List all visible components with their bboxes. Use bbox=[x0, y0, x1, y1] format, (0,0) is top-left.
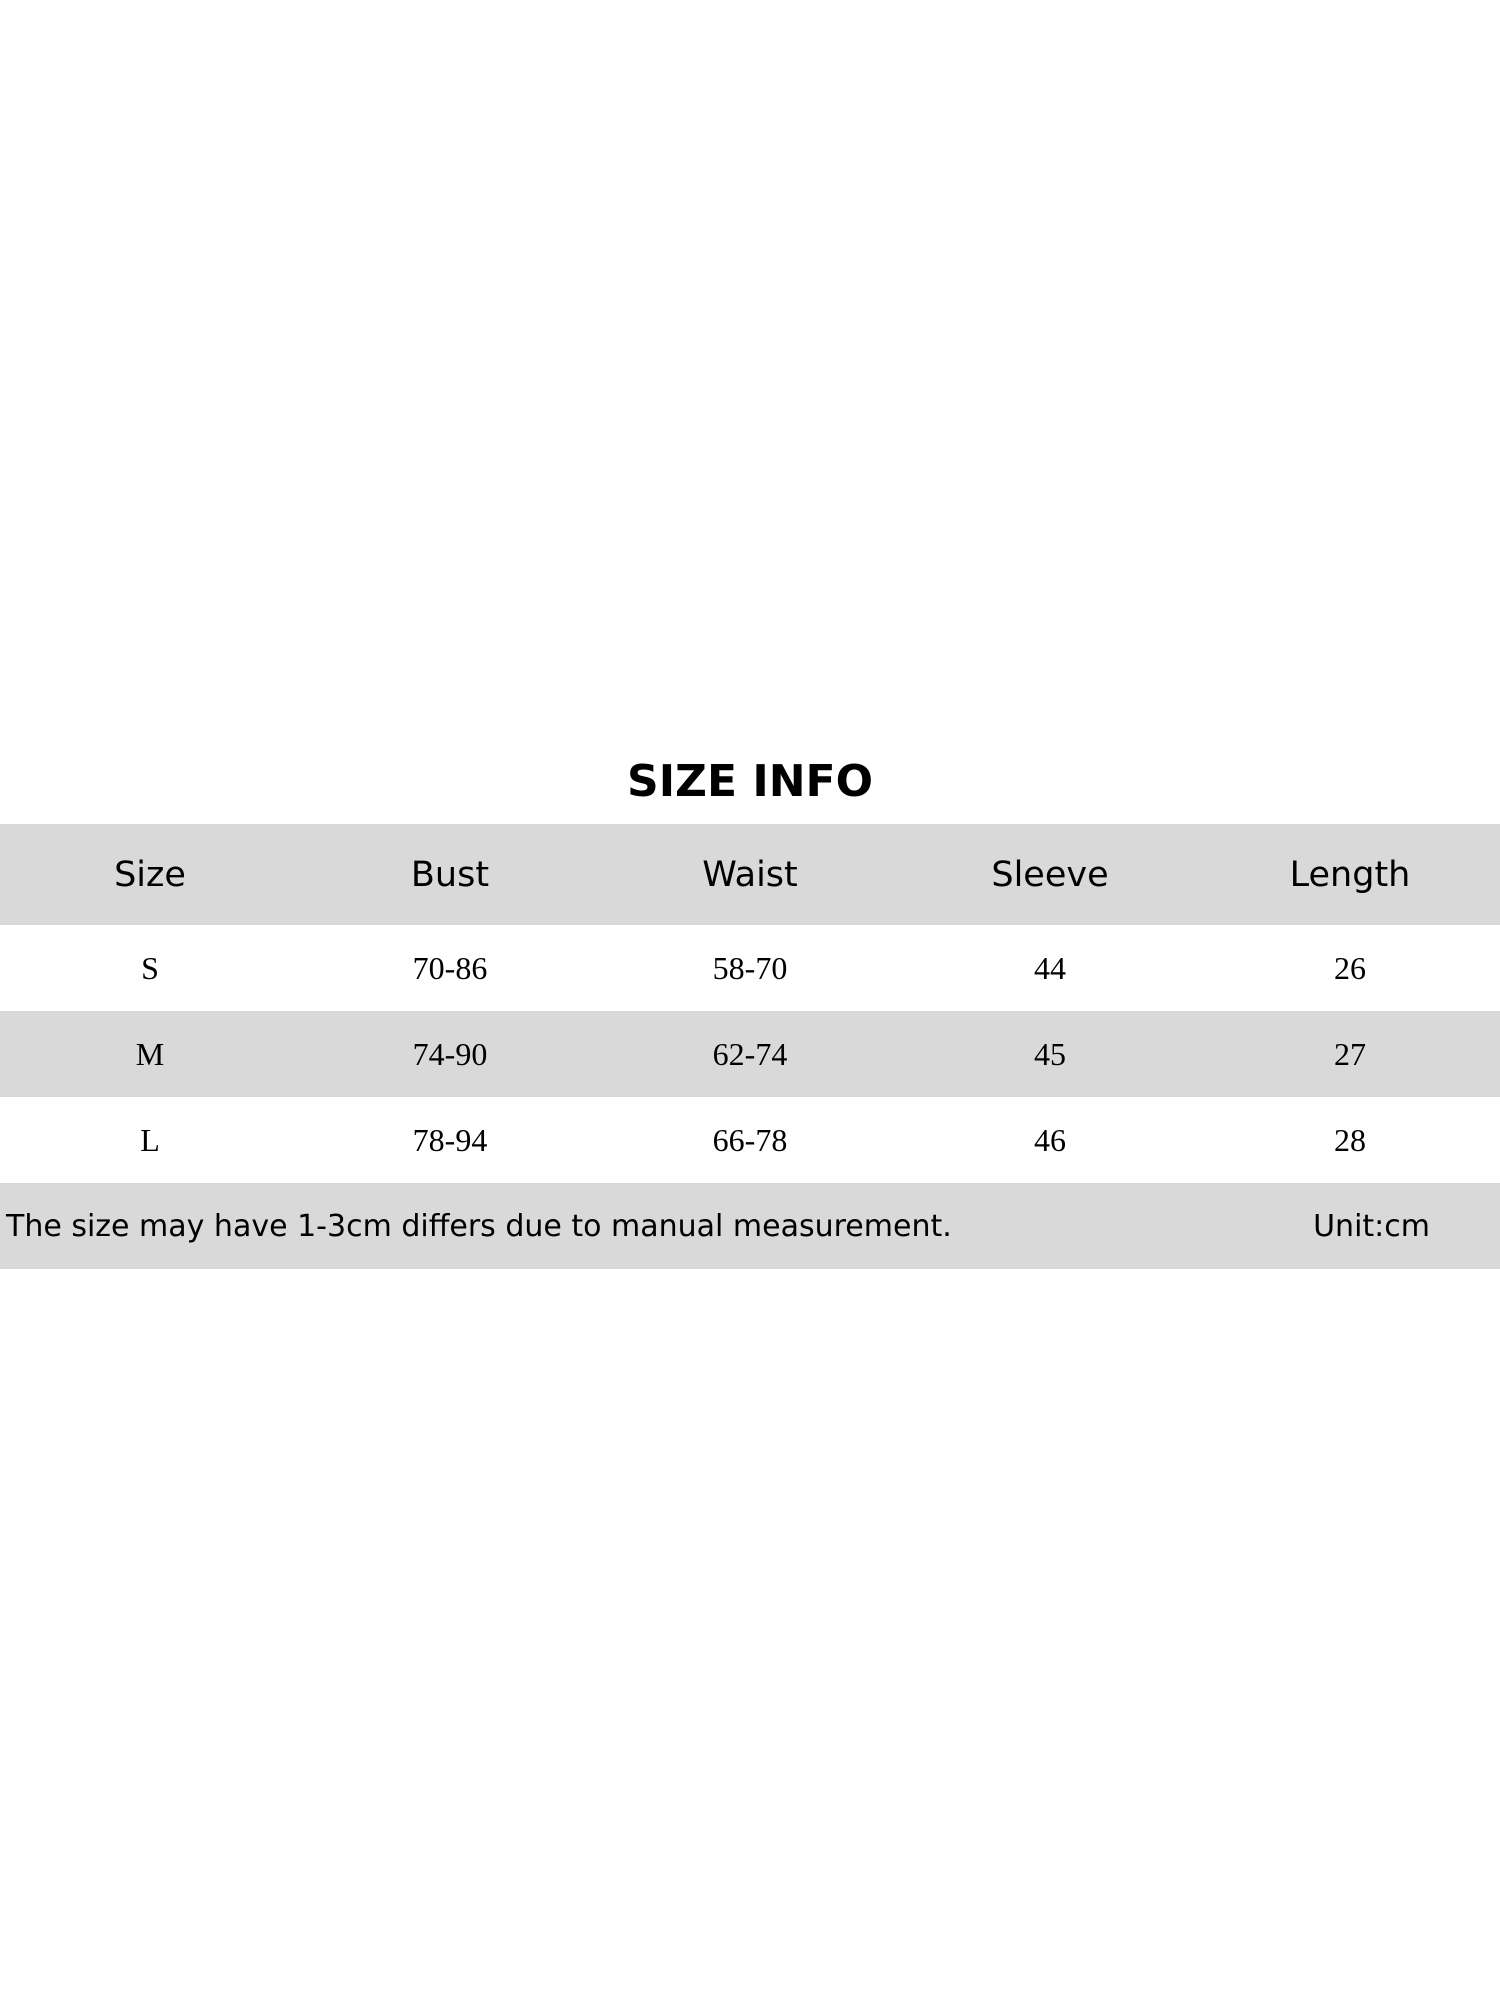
header-size: Size bbox=[114, 854, 186, 895]
cell-size: M bbox=[135, 1035, 165, 1072]
cell-size: S bbox=[141, 949, 159, 986]
cell-waist: 58-70 bbox=[712, 949, 788, 986]
table-row bbox=[0, 1011, 1500, 1097]
footer-row bbox=[0, 1183, 1500, 1269]
cell-bust: 74-90 bbox=[412, 1035, 488, 1072]
cell-waist: 62-74 bbox=[712, 1035, 788, 1072]
cell-length: 27 bbox=[1334, 1035, 1366, 1072]
cell-sleeve: 46 bbox=[1034, 1121, 1066, 1158]
cell-sleeve: 45 bbox=[1034, 1035, 1066, 1072]
cell-length: 26 bbox=[1334, 949, 1366, 986]
table-row bbox=[0, 925, 1500, 1011]
table-row bbox=[0, 1097, 1500, 1183]
cell-bust: 70-86 bbox=[412, 949, 488, 986]
size-chart bbox=[0, 740, 1500, 1269]
chart-title: SIZE INFO bbox=[627, 756, 873, 807]
cell-sleeve: 44 bbox=[1034, 949, 1066, 986]
cell-waist: 66-78 bbox=[712, 1121, 788, 1158]
header-sleeve: Sleeve bbox=[991, 854, 1109, 895]
cell-length: 28 bbox=[1334, 1121, 1366, 1158]
cell-size: L bbox=[140, 1121, 160, 1158]
table-header-row bbox=[0, 824, 1500, 925]
header-bust: Bust bbox=[410, 854, 490, 895]
header-waist: Waist bbox=[702, 854, 798, 895]
measurement-note: The size may have 1-3cm differs due to manual measurement. bbox=[6, 1208, 952, 1244]
size-table bbox=[0, 824, 1500, 1183]
header-length: Length bbox=[1289, 854, 1411, 895]
cell-bust: 78-94 bbox=[412, 1121, 488, 1158]
unit-label: Unit:cm bbox=[1313, 1208, 1430, 1244]
